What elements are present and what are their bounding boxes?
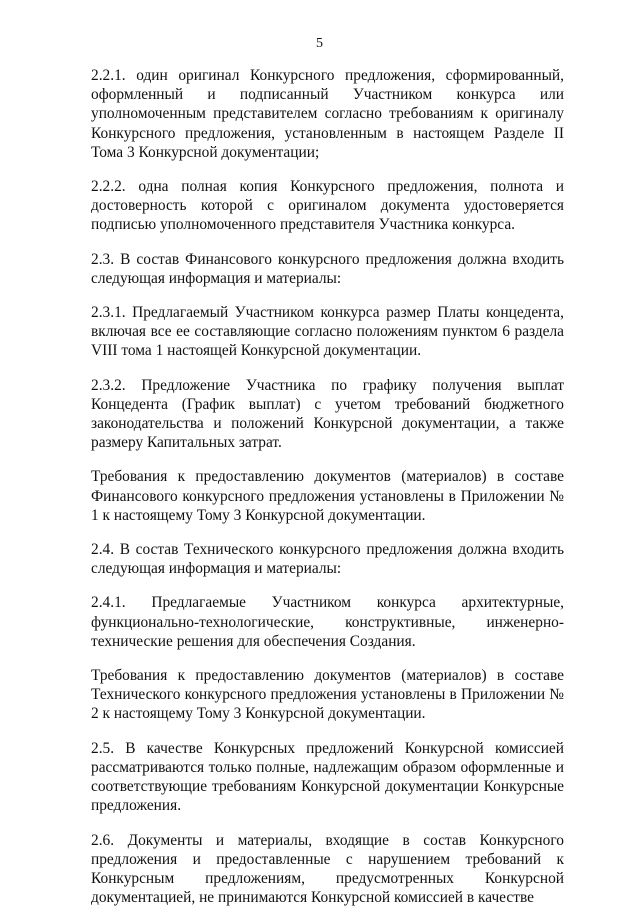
paragraph-2-4-1: 2.4.1. Предлагаемые Участником конкурса архитектурные, функционально-технологические, конструктивные, инженерно-технические решения для обеспечения Создания. [91, 594, 564, 650]
paragraph-2-2-1: 2.2.1. один оригинал Конкурсного предложения, сформированный, оформленный и подписанный Участником конкурса или уполномоченным представителем согласно требованиям к оригиналу Конкурсного предложения, установленным в настоящем Разделе II Тома 3 Конкурсной документации; [91, 67, 564, 161]
paragraph-financial-requirements: Требования к предоставлению документов (материалов) в составе Финансового конкурсного предложения установлены в Приложении № 1 к настоящему Тому 3 Конкурсной документации. [91, 468, 564, 524]
paragraph-2-3-1: 2.3.1. Предлагаемый Участником конкурса размер Платы концедента, включая все ее составляющие согласно положениям пунктом 6 раздела VIII тома 1 настоящей Конкурсной документации. [91, 304, 564, 360]
paragraph-2-6: 2.6. Документы и материалы, входящие в состав Конкурсного предложения и предоставленные с нарушением требований к Конкурсным предложениям, предусмотренных Конкурсной документацией, не принимаются Конкурсной комиссией в качестве [91, 831, 564, 907]
paragraph-2-4: 2.4. В состав Технического конкурсного предложения должна входить следующая информация и материалы: [91, 541, 564, 578]
paragraph-technical-requirements: Требования к предоставлению документов (материалов) в составе Технического конкурсного предложения установлены в Приложении № 2 к настоящему Тому 3 Конкурсной документации. [91, 667, 564, 723]
paragraph-2-3: 2.3. В состав Финансового конкурсного предложения должна входить следующая информация и материалы: [91, 250, 564, 287]
paragraph-2-2-2: 2.2.2. одна полная копия Конкурсного предложения, полнота и достоверность которой с оригиналом документа удостоверяется подписью уполномоченного представителя Участника конкурса. [91, 178, 564, 234]
document-body [91, 66, 564, 922]
paragraph-2-5: 2.5. В качестве Конкурсных предложений Конкурсной комиссией рассматриваются только полные, надлежащим образом оформленные и соответствующие требованиям Конкурсной документации Конкурсные предложения. [91, 739, 564, 815]
page-number: 5 [316, 36, 323, 51]
paragraph-2-3-2: 2.3.2. Предложение Участника по графику получения выплат Концедента (График выплат) с учетом требований бюджетного законодательства и положений Конкурсной документации, а также размеру Капитальных затрат. [91, 376, 564, 452]
